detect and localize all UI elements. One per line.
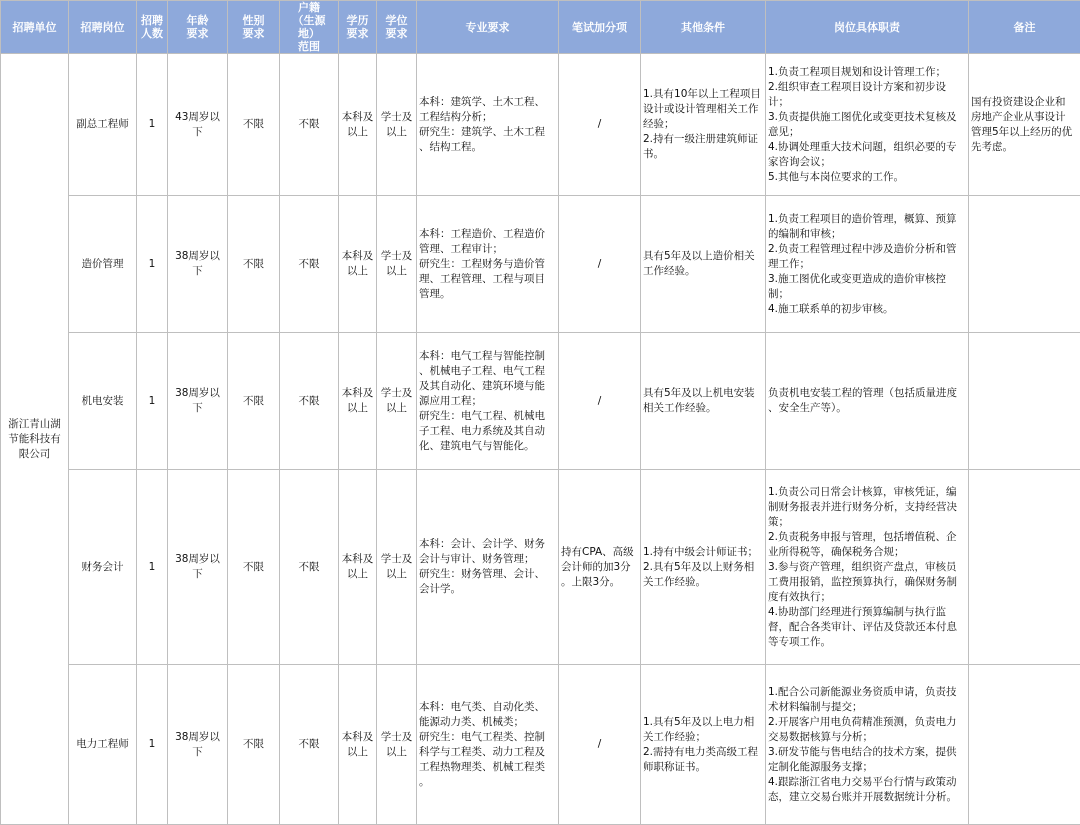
other-cell: 具有5年及以上造价相关 工作经验。 bbox=[641, 196, 766, 333]
bonus-cell: / bbox=[559, 54, 641, 196]
major-cell: 本科：电气工程与智能控制 、机械电子工程、电气工程 及其自动化、建筑环境与能 源应用工程； 研究生：电气工程、机械电 子工程、电力系统及其自动 化、建筑电气与智能化。 bbox=[417, 333, 559, 470]
header-hukou: 户籍 （生源地） 范围 bbox=[280, 1, 339, 54]
remark-cell: 国有投资建设企业和 房地产企业从事设计 管理5年以上经历的优 先考虑。 bbox=[969, 54, 1080, 196]
other-cell: 1.持有中级会计师证书； 2.具有5年及以上财务相 关工作经验。 bbox=[641, 470, 766, 665]
other-cell: 具有5年及以上机电安装 相关工作经验。 bbox=[641, 333, 766, 470]
education-cell: 本科及 以上 bbox=[339, 196, 377, 333]
age-cell: 38周岁以 下 bbox=[168, 196, 228, 333]
gender-cell: 不限 bbox=[228, 665, 280, 825]
unit-cell: 浙江青山湖 节能科技有 限公司 bbox=[1, 54, 69, 825]
age-cell: 38周岁以 下 bbox=[168, 665, 228, 825]
bonus-cell: / bbox=[559, 333, 641, 470]
header-major: 专业要求 bbox=[417, 1, 559, 54]
gender-cell: 不限 bbox=[228, 196, 280, 333]
hukou-cell: 不限 bbox=[280, 54, 339, 196]
table-row bbox=[1, 196, 1080, 333]
remark-cell bbox=[969, 665, 1080, 825]
other-cell: 1.具有10年以上工程项目 设计或设计管理相关工作 经验； 2.持有一级注册建筑师证 书。 bbox=[641, 54, 766, 196]
table-row bbox=[1, 54, 1080, 196]
position-cell: 副总工程师 bbox=[69, 54, 137, 196]
gender-cell: 不限 bbox=[228, 54, 280, 196]
position-cell: 财务会计 bbox=[69, 470, 137, 665]
degree-cell: 学士及 以上 bbox=[377, 196, 417, 333]
age-cell: 43周岁以 下 bbox=[168, 54, 228, 196]
duties-cell: 1.配合公司新能源业务资质申请，负责技 术材料编制与提交； 2.开展客户用电负荷精准预测，负责电力 交易数据核算与分析； 3.研发节能与售电结合的技术方案，提供 定制化能源服务支撑； 4.跟踪浙江省电力交易平台行情与政策动 态，建立交易台账并开展数据统计分析。 bbox=[766, 665, 969, 825]
age-cell: 38周岁以 下 bbox=[168, 333, 228, 470]
degree-cell: 学士及 以上 bbox=[377, 470, 417, 665]
hukou-cell: 不限 bbox=[280, 665, 339, 825]
remark-cell bbox=[969, 333, 1080, 470]
header-education: 学历 要求 bbox=[339, 1, 377, 54]
table-row bbox=[1, 470, 1080, 665]
header-count: 招聘 人数 bbox=[137, 1, 168, 54]
hukou-cell: 不限 bbox=[280, 470, 339, 665]
major-cell: 本科：建筑学、土木工程、 工程结构分析； 研究生：建筑学、土木工程 、结构工程。 bbox=[417, 54, 559, 196]
duties-cell: 1.负责公司日常会计核算，审核凭证，编 制财务报表并进行财务分析，支持经营决 策； 2.负责税务申报与管理，包括增值税、企 业所得税等，确保税务合规； 3.参与资产管理，组织资产盘点，审核员 工费用报销，监控预算执行，确保财务制 度有效执行； 4.协助部门经理进行预算编制与执行监 督，配合各类审计、评估及贷款还本付息 等专项工作。 bbox=[766, 470, 969, 665]
position-cell: 造价管理 bbox=[69, 196, 137, 333]
count-cell: 1 bbox=[137, 333, 168, 470]
header-gender: 性别 要求 bbox=[228, 1, 280, 54]
duties-cell: 负责机电安装工程的管理（包括质量进度 、安全生产等）。 bbox=[766, 333, 969, 470]
degree-cell: 学士及 以上 bbox=[377, 54, 417, 196]
major-cell: 本科：会计、会计学、财务 会计与审计、财务管理； 研究生：财务管理、会计、 会计学。 bbox=[417, 470, 559, 665]
hukou-cell: 不限 bbox=[280, 333, 339, 470]
header-bonus: 笔试加分项 bbox=[559, 1, 641, 54]
position-cell: 电力工程师 bbox=[69, 665, 137, 825]
age-cell: 38周岁以 下 bbox=[168, 470, 228, 665]
header-position: 招聘岗位 bbox=[69, 1, 137, 54]
header-duties: 岗位具体职责 bbox=[766, 1, 969, 54]
header-row bbox=[1, 1, 1080, 54]
degree-cell: 学士及 以上 bbox=[377, 665, 417, 825]
count-cell: 1 bbox=[137, 54, 168, 196]
header-other: 其他条件 bbox=[641, 1, 766, 54]
gender-cell: 不限 bbox=[228, 470, 280, 665]
bonus-cell: / bbox=[559, 196, 641, 333]
major-cell: 本科：工程造价、工程造价 管理、工程审计； 研究生：工程财务与造价管 理、工程管理、工程与项目 管理。 bbox=[417, 196, 559, 333]
bonus-cell: 持有CPA、高级 会计师的加3分 。上限3分。 bbox=[559, 470, 641, 665]
education-cell: 本科及 以上 bbox=[339, 333, 377, 470]
major-cell: 本科：电气类、自动化类、 能源动力类、机械类； 研究生：电气工程类、控制 科学与工程类、动力工程及 工程热物理类、机械工程类 。 bbox=[417, 665, 559, 825]
position-cell: 机电安装 bbox=[69, 333, 137, 470]
remark-cell bbox=[969, 470, 1080, 665]
count-cell: 1 bbox=[137, 470, 168, 665]
header-unit: 招聘单位 bbox=[1, 1, 69, 54]
duties-cell: 1.负责工程项目规划和设计管理工作； 2.组织审查工程项目设计方案和初步设 计； 3.负责提供施工图优化或变更技术复核及 意见； 4.协调处理重大技术问题，组织必要的专 家咨询会议； 5.其他与本岗位要求的工作。 bbox=[766, 54, 969, 196]
header-degree: 学位 要求 bbox=[377, 1, 417, 54]
bonus-cell: / bbox=[559, 665, 641, 825]
hukou-cell: 不限 bbox=[280, 196, 339, 333]
remark-cell bbox=[969, 196, 1080, 333]
count-cell: 1 bbox=[137, 196, 168, 333]
table-row bbox=[1, 665, 1080, 825]
count-cell: 1 bbox=[137, 665, 168, 825]
degree-cell: 学士及 以上 bbox=[377, 333, 417, 470]
header-remark: 备注 bbox=[969, 1, 1080, 54]
header-age: 年龄 要求 bbox=[168, 1, 228, 54]
education-cell: 本科及 以上 bbox=[339, 54, 377, 196]
gender-cell: 不限 bbox=[228, 333, 280, 470]
education-cell: 本科及 以上 bbox=[339, 665, 377, 825]
duties-cell: 1.负责工程项目的造价管理，概算、预算 的编制和审核； 2.负责工程管理过程中涉及造价分析和管 理工作； 3.施工图优化或变更造成的造价审核控 制； 4.施工联系单的初步审核。 bbox=[766, 196, 969, 333]
education-cell: 本科及 以上 bbox=[339, 470, 377, 665]
other-cell: 1.具有5年及以上电力相 关工作经验； 2.需持有电力类高级工程 师职称证书。 bbox=[641, 665, 766, 825]
table-row bbox=[1, 333, 1080, 470]
